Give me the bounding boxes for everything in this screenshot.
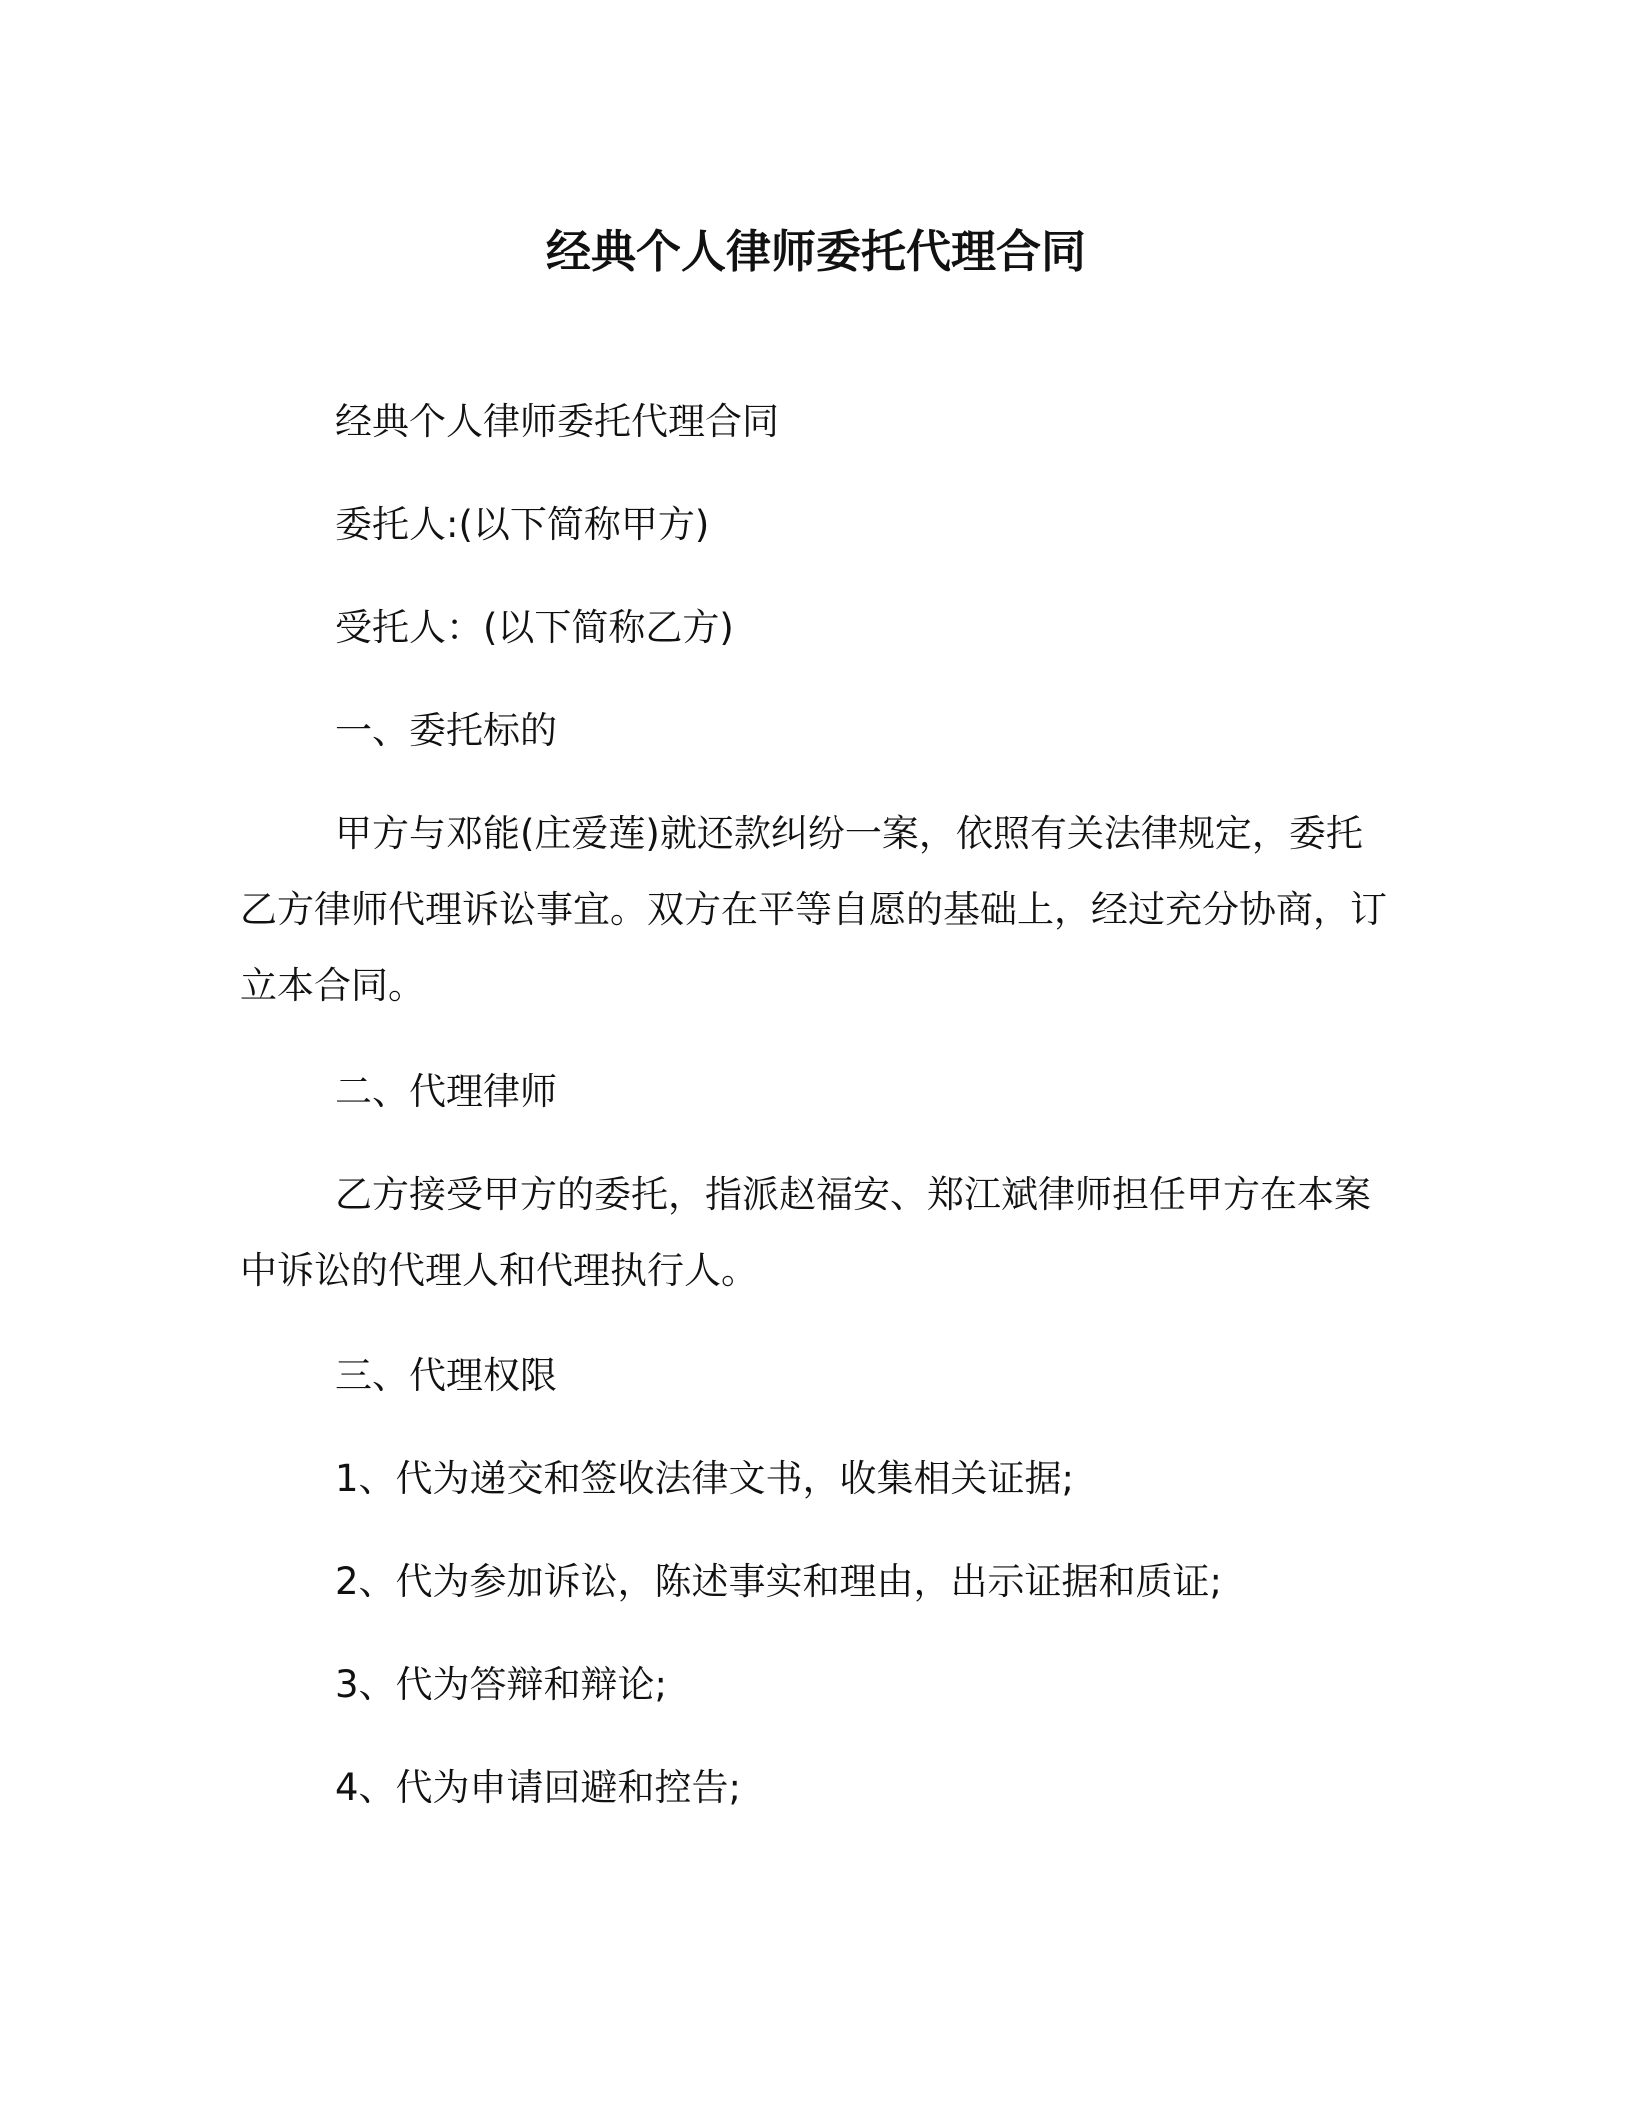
document-title: 经典个人律师委托代理合同 [545, 225, 1086, 278]
client-line: 委托人:(以下简称甲方) [335, 503, 710, 546]
section-1-paragraph: 甲方与邓能(庄爱莲)就还款纠纷一案，依照有关法律规定，委托乙方律师代理诉讼事宜。双方在平等自愿的基础上，经过充分协商，订立本合同。 [240, 812, 1387, 1007]
list-item: 3、代为答辩和辩论; [335, 1663, 668, 1706]
section-heading-1: 一、委托标的 [335, 709, 557, 752]
section-2-paragraph: 乙方接受甲方的委托，指派赵福安、郑江斌律师担任甲方在本案中诉讼的代理人和代理执行人。 [240, 1173, 1371, 1292]
list-item: 2、代为参加诉讼，陈述事实和理由，出示证据和质证; [335, 1560, 1223, 1603]
list-item: 4、代为申请回避和控告; [335, 1766, 742, 1809]
contract-subtitle: 经典个人律师委托代理合同 [335, 400, 779, 443]
list-item: 1、代为递交和签收法律文书，收集相关证据; [335, 1457, 1075, 1500]
section-heading-2: 二、代理律师 [335, 1070, 557, 1113]
agent-line: 受托人：(以下简称乙方) [335, 606, 734, 649]
section-heading-3: 三、代理权限 [335, 1354, 557, 1397]
